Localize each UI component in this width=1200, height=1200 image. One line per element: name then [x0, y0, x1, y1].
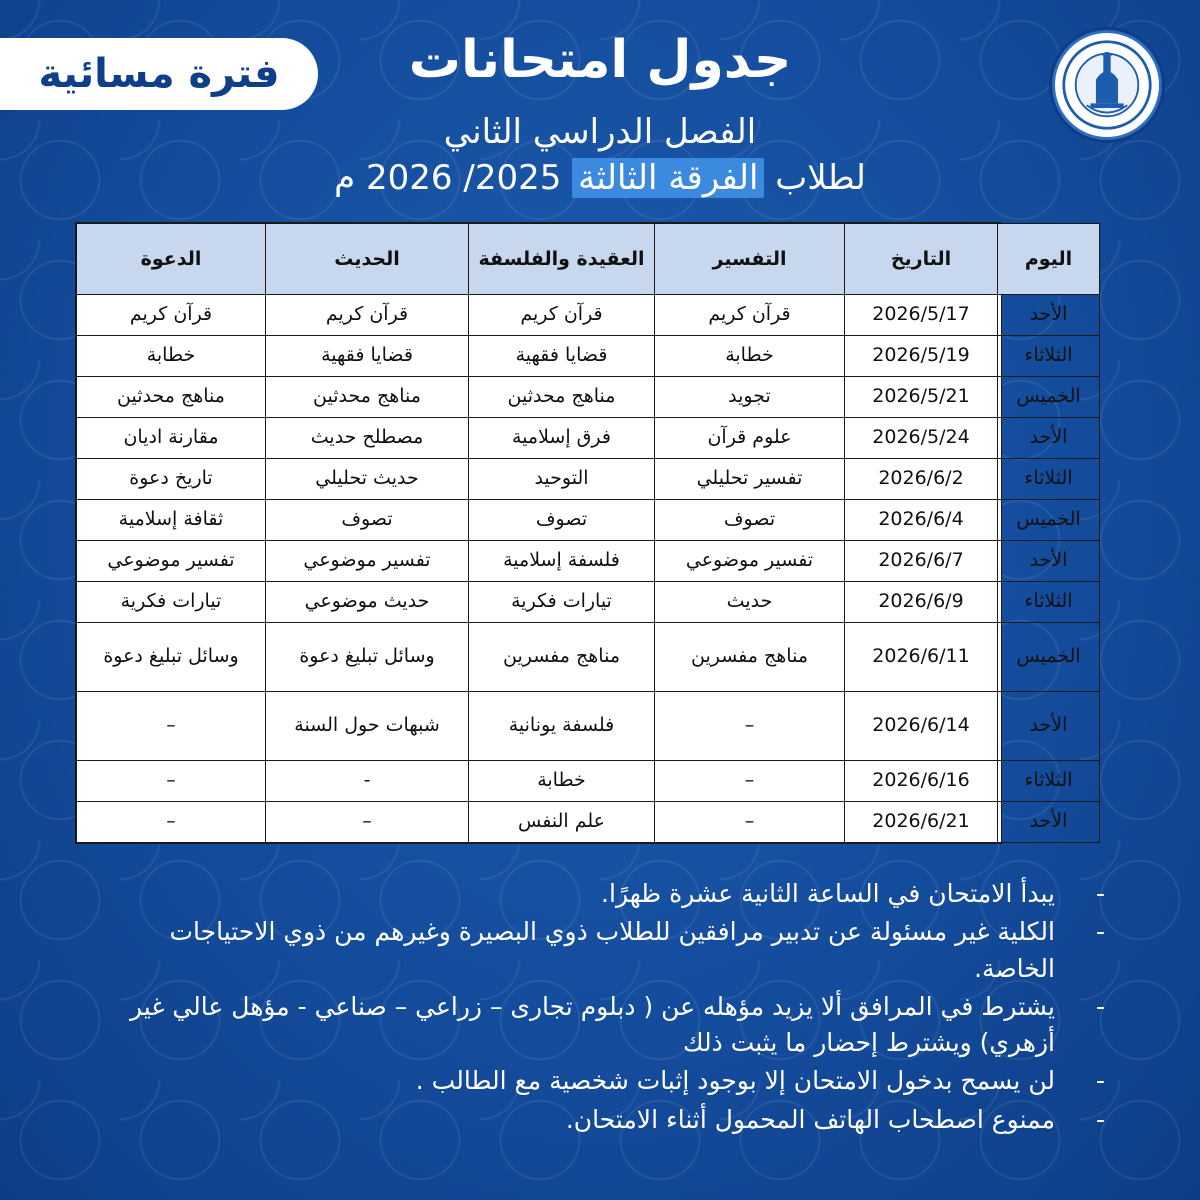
cell-day: الأحد: [998, 418, 1100, 459]
cell-tafsir: تفسير تحليلي: [655, 459, 845, 500]
cell-day: الأحد: [998, 802, 1100, 843]
cell-tafsir: –: [655, 692, 845, 761]
cell-day: الثلاثاء: [998, 336, 1100, 377]
exam-schedule-table: [75, 222, 1081, 844]
cell-date: 2026/6/4: [845, 500, 998, 541]
cell-date: 2026/5/17: [845, 295, 998, 336]
cell-date: 2026/5/24: [845, 418, 998, 459]
cell-date: 2026/6/7: [845, 541, 998, 582]
table-header-row: [77, 224, 1100, 295]
table-row: [77, 623, 1100, 692]
cell-date: 2026/6/9: [845, 582, 998, 623]
header-aqeeda: العقيدة والفلسفة: [469, 224, 655, 295]
cell-aqeeda: قضايا فقهية: [469, 336, 655, 377]
cell-day: الثلاثاء: [998, 761, 1100, 802]
cell-hadith: –: [266, 802, 469, 843]
header-dawa: الدعوة: [77, 224, 266, 295]
cell-dawa: تيارات فكرية: [77, 582, 266, 623]
cell-date: 2026/5/21: [845, 377, 998, 418]
header-date: التاريخ: [845, 224, 998, 295]
cell-day: الأحد: [998, 295, 1100, 336]
header-day: اليوم: [998, 224, 1100, 295]
cell-aqeeda: مناهج محدثين: [469, 377, 655, 418]
cell-tafsir: حديث: [655, 582, 845, 623]
cell-tafsir: تصوف: [655, 500, 845, 541]
table-row: [77, 377, 1100, 418]
cell-tafsir: –: [655, 802, 845, 843]
table-row: [77, 802, 1100, 843]
cell-hadith: مصطلح حديث: [266, 418, 469, 459]
cell-tafsir: مناهج مفسرين: [655, 623, 845, 692]
table-row: [77, 336, 1100, 377]
cell-hadith: قضايا فقهية: [266, 336, 469, 377]
cell-dawa: مقارنة اديان: [77, 418, 266, 459]
cell-dawa: تفسير موضوعي: [77, 541, 266, 582]
list-item: - يشترط في المرافق ألا يزيد مؤهله عن ( دبلوم تجارى – زراعي – صناعي - مؤهل عالي غير أزهري) ويشترط إحضار ما يثبت ذلك: [95, 989, 1105, 1062]
cell-hadith: تفسير موضوعي: [266, 541, 469, 582]
cell-day: الثلاثاء: [998, 582, 1100, 623]
cell-date: 2026/6/11: [845, 623, 998, 692]
cell-date: 2026/6/16: [845, 761, 998, 802]
table-row: [77, 418, 1100, 459]
cell-date: 2026/6/2: [845, 459, 998, 500]
table-row: [77, 582, 1100, 623]
academic-year: 2025/ 2026 م: [334, 158, 562, 198]
cell-dawa: وسائل تبليغ دعوة: [77, 623, 266, 692]
semester-subtitle: الفصل الدراسي الثاني: [443, 112, 757, 152]
notes-list: [95, 876, 1105, 1140]
cell-tafsir: قرآن كريم: [655, 295, 845, 336]
cell-tafsir: خطابة: [655, 336, 845, 377]
cell-hadith: وسائل تبليغ دعوة: [266, 623, 469, 692]
cell-dawa: –: [77, 761, 266, 802]
page-title: جدول امتحانات: [408, 30, 792, 90]
cell-dawa: مناهج محدثين: [77, 377, 266, 418]
cell-day: الأحد: [998, 692, 1100, 761]
header-hadith: الحديث: [266, 224, 469, 295]
table-row: [77, 500, 1100, 541]
cell-aqeeda: التوحيد: [469, 459, 655, 500]
cell-tafsir: تجويد: [655, 377, 845, 418]
table-row: [77, 761, 1100, 802]
cell-hadith: -: [266, 761, 469, 802]
cell-hadith: قرآن كريم: [266, 295, 469, 336]
cell-tafsir: –: [655, 761, 845, 802]
cell-dawa: قرآن كريم: [77, 295, 266, 336]
table-row: [77, 459, 1100, 500]
cell-aqeeda: فرق إسلامية: [469, 418, 655, 459]
list-item: - لن يسمح بدخول الامتحان إلا بوجود إثبات شخصية مع الطالب .: [95, 1063, 1105, 1099]
cell-hadith: مناهج محدثين: [266, 377, 469, 418]
cell-hadith: حديث تحليلي: [266, 459, 469, 500]
cell-aqeeda: علم النفس: [469, 802, 655, 843]
list-item: - الكلية غير مسئولة عن تدبير مرافقين للطلاب ذوي البصيرة وغيرهم من ذوي الاحتياجات الخاصة.: [95, 914, 1105, 987]
cohort-prefix: لطلاب: [775, 158, 866, 198]
cell-day: الثلاثاء: [998, 459, 1100, 500]
badge-label: فترة مسائية: [38, 51, 280, 97]
cell-dawa: تاريخ دعوة: [77, 459, 266, 500]
cohort-line: [250, 158, 950, 198]
table-row: [77, 295, 1100, 336]
cell-hadith: شبهات حول السنة: [266, 692, 469, 761]
cohort-highlight: الفرقة الثالثة: [572, 158, 764, 198]
cell-hadith: حديث موضوعي: [266, 582, 469, 623]
cell-aqeeda: خطابة: [469, 761, 655, 802]
university-seal-icon: [1052, 30, 1162, 140]
cell-aqeeda: فلسفة إسلامية: [469, 541, 655, 582]
cell-aqeeda: تصوف: [469, 500, 655, 541]
cell-day: الخميس: [998, 377, 1100, 418]
cell-day: الخميس: [998, 623, 1100, 692]
cell-date: 2026/5/19: [845, 336, 998, 377]
cell-aqeeda: فلسفة يونانية: [469, 692, 655, 761]
cell-aqeeda: تيارات فكرية: [469, 582, 655, 623]
header-tafsir: التفسير: [655, 224, 845, 295]
cell-hadith: تصوف: [266, 500, 469, 541]
table-row: [77, 692, 1100, 761]
cell-day: الخميس: [998, 500, 1100, 541]
table-row: [77, 541, 1100, 582]
list-item: - يبدأ الامتحان في الساعة الثانية عشرة ظهرًا.: [95, 876, 1105, 912]
cell-date: 2026/6/21: [845, 802, 998, 843]
cell-dawa: –: [77, 692, 266, 761]
cell-dawa: –: [77, 802, 266, 843]
cell-dawa: خطابة: [77, 336, 266, 377]
cell-dawa: ثقافة إسلامية: [77, 500, 266, 541]
list-item: - ممنوع اصطحاب الهاتف المحمول أثناء الامتحان.: [95, 1102, 1105, 1138]
evening-period-badge: [0, 38, 318, 110]
cell-aqeeda: مناهج مفسرين: [469, 623, 655, 692]
cell-tafsir: تفسير موضوعي: [655, 541, 845, 582]
cell-tafsir: علوم قرآن: [655, 418, 845, 459]
cell-date: 2026/6/14: [845, 692, 998, 761]
cell-day: الأحد: [998, 541, 1100, 582]
cell-aqeeda: قرآن كريم: [469, 295, 655, 336]
